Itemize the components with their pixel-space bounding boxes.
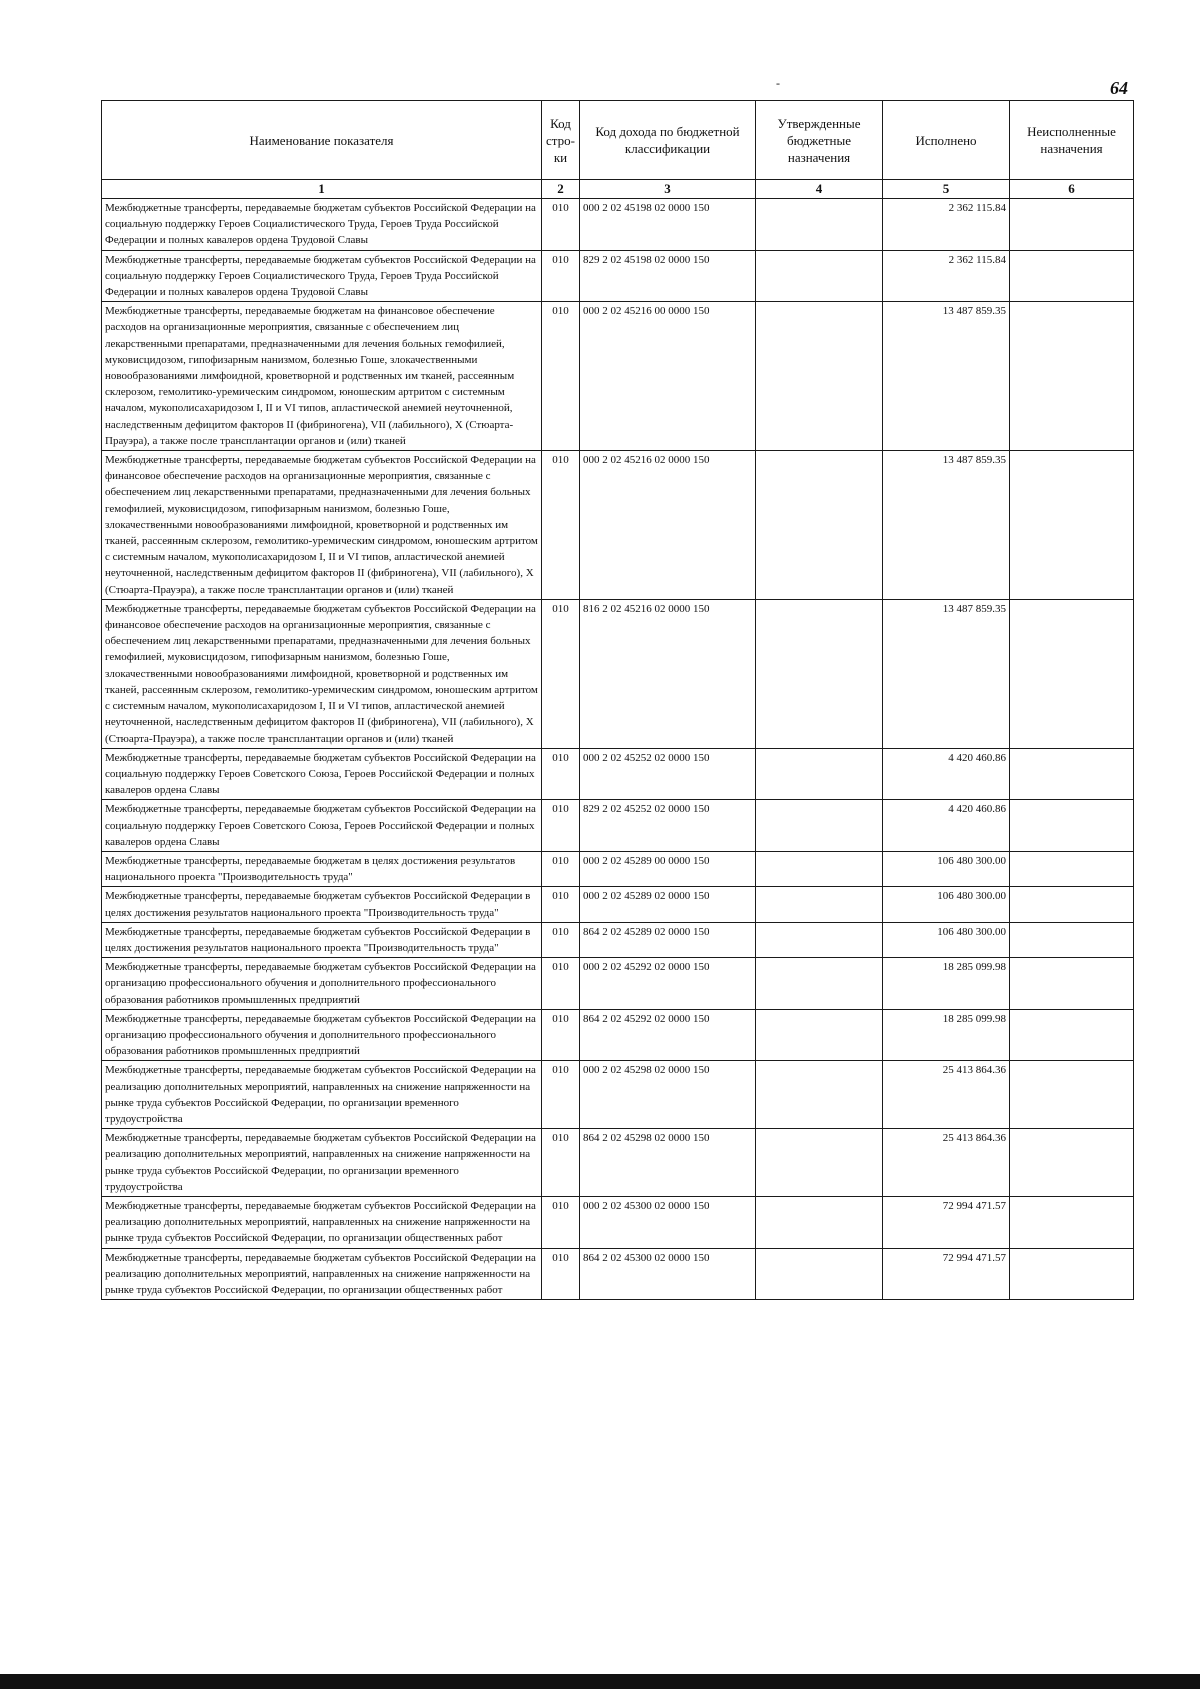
row-executed: 18 285 099.98 xyxy=(883,958,1010,1010)
row-name: Межбюджетные трансферты, передаваемые бюджетам субъектов Российской Федерации на социальную поддержку Героев Советского Союза, Героев Российской Федерации и полных кавалеров ордена Славы xyxy=(102,800,542,852)
row-approved xyxy=(756,302,883,451)
row-income-code: 864 2 02 45289 02 0000 150 xyxy=(580,922,756,957)
row-line-code: 010 xyxy=(542,958,580,1010)
row-name: Межбюджетные трансферты, передаваемые бюджетам субъектов Российской Федерации на организацию профессионального обучения и дополнительного профессионального образования работников промышленных предприятий xyxy=(102,958,542,1010)
row-unexecuted xyxy=(1010,1248,1134,1300)
row-name: Межбюджетные трансферты, передаваемые бюджетам субъектов Российской Федерации на реализацию дополнительных мероприятий, направленных на снижение напряженности на рынке труда субъектов Российской Федерации, по организации временного трудоустройства xyxy=(102,1129,542,1197)
row-income-code: 000 2 02 45252 02 0000 150 xyxy=(580,748,756,800)
table-row xyxy=(102,302,1134,451)
row-income-code: 000 2 02 45216 00 0000 150 xyxy=(580,302,756,451)
row-approved xyxy=(756,250,883,302)
row-name: Межбюджетные трансферты, передаваемые бюджетам субъектов Российской Федерации на реализацию дополнительных мероприятий, направленных на снижение напряженности на рынке труда субъектов Российской Федерации, по организации временного трудоустройства xyxy=(102,1061,542,1129)
row-line-code: 010 xyxy=(542,1009,580,1061)
row-income-code: 000 2 02 45216 02 0000 150 xyxy=(580,451,756,600)
table-row xyxy=(102,851,1134,886)
row-executed: 25 413 864.36 xyxy=(883,1129,1010,1197)
table-row xyxy=(102,922,1134,957)
row-unexecuted xyxy=(1010,199,1134,251)
row-name: Межбюджетные трансферты, передаваемые бюджетам субъектов Российской Федерации на социальную поддержку Героев Советского Союза, Героев Российской Федерации и полных кавалеров ордена Славы xyxy=(102,748,542,800)
scan-mark: - xyxy=(776,76,780,90)
table-row xyxy=(102,1009,1134,1061)
row-approved xyxy=(756,958,883,1010)
row-unexecuted xyxy=(1010,599,1134,748)
row-unexecuted xyxy=(1010,451,1134,600)
table-row xyxy=(102,1196,1134,1248)
row-name: Межбюджетные трансферты, передаваемые бюджетам субъектов Российской Федерации на финансовое обеспечение расходов на организационные мероприятия, связанные с обеспечением лиц лекарственными препаратами, предназначенными для лечения больных гемофилией, муковисцидозом, гипофизарным нанизмом, болезнью Гоше, злокачественными новообразованиями лимфоидной, кроветворной и родственных им тканей, рассеянным склерозом, гемолитико-уремическим синдромом, юношеским артритом с системным началом, мукополисахаридозом I, II и VI типов, апластической анемией неуточненной, наследственным дефицитом факторов II (фибриногена), VII (лабильного), X (Стюарта-Прауэра), а также после трансплантации органов и (или) тканей xyxy=(102,451,542,600)
row-income-code: 864 2 02 45292 02 0000 150 xyxy=(580,1009,756,1061)
column-number: 5 xyxy=(883,180,1010,199)
row-unexecuted xyxy=(1010,922,1134,957)
column-number: 4 xyxy=(756,180,883,199)
row-executed: 25 413 864.36 xyxy=(883,1061,1010,1129)
row-line-code: 010 xyxy=(542,922,580,957)
row-name: Межбюджетные трансферты, передаваемые бюджетам субъектов Российской Федерации на социальную поддержку Героев Социалистического Труда, Героев Труда Российской Федерации и полных кавалеров ордена Трудовой Славы xyxy=(102,199,542,251)
column-number: 1 xyxy=(102,180,542,199)
row-income-code: 000 2 02 45289 00 0000 150 xyxy=(580,851,756,886)
row-approved xyxy=(756,887,883,922)
header-approved: Утвержденные бюджетные назначения xyxy=(756,101,883,180)
row-unexecuted xyxy=(1010,748,1134,800)
row-approved xyxy=(756,851,883,886)
header-unexecuted: Неисполненные назначения xyxy=(1010,101,1134,180)
budget-execution-table xyxy=(101,100,1134,1300)
table-row xyxy=(102,199,1134,251)
row-name: Межбюджетные трансферты, передаваемые бюджетам на финансовое обеспечение расходов на организационные мероприятия, связанные с обеспечением лиц лекарственными препаратами, предназначенными для лечения больных гемофилией, муковисцидозом, гипофизарным нанизмом, болезнью Гоше, злокачественными новообразованиями лимфоидной, кроветворной и родственных им тканей, рассеянным склерозом, гемолитико-уремическим синдромом, юношеским артритом с системным началом, мукополисахаридозом I, II и VI типов, апластической анемией неуточненной, наследственным дефицитом факторов II (фибриногена), VII (лабильного), X (Стюарта-Прауэра), а также после трансплантации органов и (или) тканей xyxy=(102,302,542,451)
row-approved xyxy=(756,199,883,251)
row-line-code: 010 xyxy=(542,302,580,451)
row-executed: 13 487 859.35 xyxy=(883,599,1010,748)
row-unexecuted xyxy=(1010,1129,1134,1197)
row-line-code: 010 xyxy=(542,748,580,800)
row-executed: 13 487 859.35 xyxy=(883,451,1010,600)
row-executed: 13 487 859.35 xyxy=(883,302,1010,451)
row-executed: 106 480 300.00 xyxy=(883,851,1010,886)
table-row xyxy=(102,1248,1134,1300)
column-number: 6 xyxy=(1010,180,1134,199)
row-executed: 4 420 460.86 xyxy=(883,748,1010,800)
column-number: 2 xyxy=(542,180,580,199)
table-row xyxy=(102,958,1134,1010)
row-income-code: 000 2 02 45300 02 0000 150 xyxy=(580,1196,756,1248)
row-approved xyxy=(756,1196,883,1248)
row-line-code: 010 xyxy=(542,800,580,852)
row-line-code: 010 xyxy=(542,851,580,886)
row-approved xyxy=(756,1129,883,1197)
row-unexecuted xyxy=(1010,250,1134,302)
header-income-code: Код дохода по бюджетной классификации xyxy=(580,101,756,180)
column-number: 3 xyxy=(580,180,756,199)
table-row xyxy=(102,250,1134,302)
row-approved xyxy=(756,599,883,748)
row-line-code: 010 xyxy=(542,199,580,251)
row-income-code: 000 2 02 45298 02 0000 150 xyxy=(580,1061,756,1129)
row-income-code: 829 2 02 45252 02 0000 150 xyxy=(580,800,756,852)
row-income-code: 000 2 02 45292 02 0000 150 xyxy=(580,958,756,1010)
row-income-code: 000 2 02 45289 02 0000 150 xyxy=(580,887,756,922)
row-name: Межбюджетные трансферты, передаваемые бюджетам субъектов Российской Федерации на финансовое обеспечение расходов на организационные мероприятия, связанные с обеспечением лиц лекарственными препаратами, предназначенными для лечения больных гемофилией, муковисцидозом, гипофизарным нанизмом, болезнью Гоше, злокачественными новообразованиями лимфоидной, кроветворной и родственных им тканей, рассеянным склерозом, гемолитико-уремическим синдромом, юношеским артритом с системным началом, мукополисахаридозом I, II и VI типов, апластической анемией неуточненной, наследственным дефицитом факторов II (фибриногена), VII (лабильного), X (Стюарта-Прауэра), а также после трансплантации органов и (или) тканей xyxy=(102,599,542,748)
row-name: Межбюджетные трансферты, передаваемые бюджетам субъектов Российской Федерации на реализацию дополнительных мероприятий, направленных на снижение напряженности на рынке труда субъектов Российской Федерации, по организации общественных работ xyxy=(102,1196,542,1248)
row-unexecuted xyxy=(1010,800,1134,852)
table-row xyxy=(102,748,1134,800)
header-indicator-name: Наименование показателя xyxy=(102,101,542,180)
table-row xyxy=(102,599,1134,748)
row-income-code: 829 2 02 45198 02 0000 150 xyxy=(580,250,756,302)
table-row xyxy=(102,800,1134,852)
row-approved xyxy=(756,1061,883,1129)
row-name: Межбюджетные трансферты, передаваемые бюджетам субъектов Российской Федерации в целях достижения результатов национального проекта "Производительность труда" xyxy=(102,922,542,957)
row-line-code: 010 xyxy=(542,1196,580,1248)
row-line-code: 010 xyxy=(542,1129,580,1197)
row-line-code: 010 xyxy=(542,887,580,922)
page-number: 64 xyxy=(1110,78,1128,98)
table-row xyxy=(102,451,1134,600)
row-income-code: 000 2 02 45198 02 0000 150 xyxy=(580,199,756,251)
row-unexecuted xyxy=(1010,887,1134,922)
row-name: Межбюджетные трансферты, передаваемые бюджетам в целях достижения результатов национального проекта "Производительность труда" xyxy=(102,851,542,886)
row-approved xyxy=(756,451,883,600)
row-approved xyxy=(756,748,883,800)
row-executed: 106 480 300.00 xyxy=(883,887,1010,922)
row-income-code: 864 2 02 45298 02 0000 150 xyxy=(580,1129,756,1197)
header-executed: Исполнено xyxy=(883,101,1010,180)
row-name: Межбюджетные трансферты, передаваемые бюджетам субъектов Российской Федерации в целях достижения результатов национального проекта "Производительность труда" xyxy=(102,887,542,922)
row-executed: 72 994 471.57 xyxy=(883,1248,1010,1300)
row-income-code: 816 2 02 45216 02 0000 150 xyxy=(580,599,756,748)
scan-border xyxy=(0,1674,1200,1689)
row-line-code: 010 xyxy=(542,250,580,302)
row-executed: 4 420 460.86 xyxy=(883,800,1010,852)
column-number-row xyxy=(102,180,1134,199)
row-executed: 18 285 099.98 xyxy=(883,1009,1010,1061)
row-approved xyxy=(756,1248,883,1300)
row-unexecuted xyxy=(1010,958,1134,1010)
row-executed: 72 994 471.57 xyxy=(883,1196,1010,1248)
row-name: Межбюджетные трансферты, передаваемые бюджетам субъектов Российской Федерации на реализацию дополнительных мероприятий, направленных на снижение напряженности на рынке труда субъектов Российской Федерации, по организации общественных работ xyxy=(102,1248,542,1300)
row-unexecuted xyxy=(1010,1061,1134,1129)
row-unexecuted xyxy=(1010,302,1134,451)
row-executed: 2 362 115.84 xyxy=(883,250,1010,302)
table-row xyxy=(102,887,1134,922)
row-line-code: 010 xyxy=(542,599,580,748)
row-unexecuted xyxy=(1010,851,1134,886)
row-line-code: 010 xyxy=(542,451,580,600)
row-executed: 2 362 115.84 xyxy=(883,199,1010,251)
row-income-code: 864 2 02 45300 02 0000 150 xyxy=(580,1248,756,1300)
row-approved xyxy=(756,1009,883,1061)
row-approved xyxy=(756,922,883,957)
table-row xyxy=(102,1129,1134,1197)
table-row xyxy=(102,1061,1134,1129)
table-body xyxy=(102,180,1134,1300)
row-name: Межбюджетные трансферты, передаваемые бюджетам субъектов Российской Федерации на социальную поддержку Героев Социалистического Труда, Героев Труда Российской Федерации и полных кавалеров ордена Трудовой Славы xyxy=(102,250,542,302)
row-unexecuted xyxy=(1010,1196,1134,1248)
row-approved xyxy=(756,800,883,852)
table-header xyxy=(102,101,1134,180)
row-unexecuted xyxy=(1010,1009,1134,1061)
row-name: Межбюджетные трансферты, передаваемые бюджетам субъектов Российской Федерации на организацию профессионального обучения и дополнительного профессионального образования работников промышленных предприятий xyxy=(102,1009,542,1061)
header-line-code: Код стро-ки xyxy=(542,101,580,180)
row-executed: 106 480 300.00 xyxy=(883,922,1010,957)
row-line-code: 010 xyxy=(542,1061,580,1129)
row-line-code: 010 xyxy=(542,1248,580,1300)
